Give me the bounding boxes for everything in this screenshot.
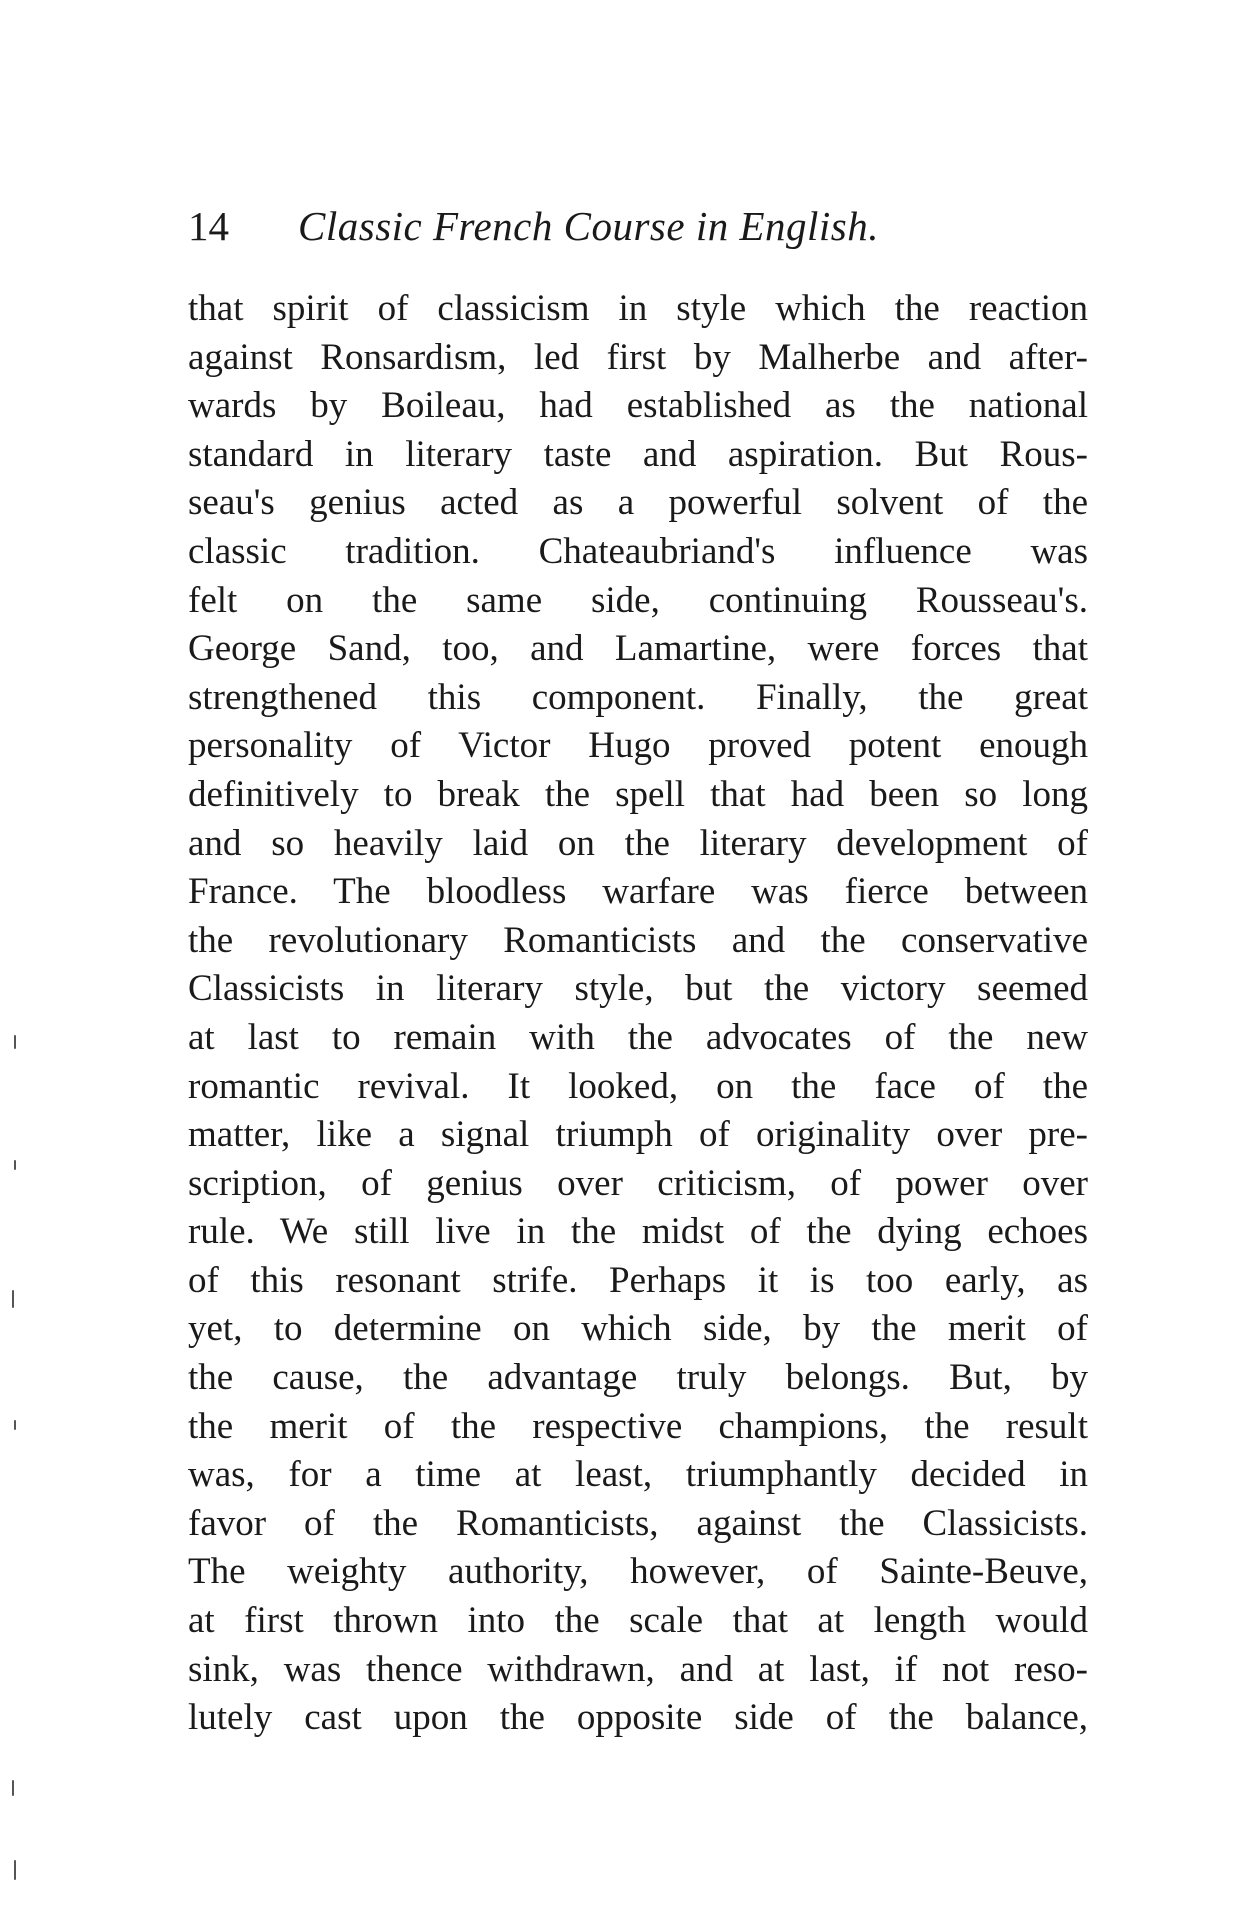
scan-speck — [12, 1290, 14, 1308]
text-line: Classicists in literary style, but the victory seemed — [188, 968, 1088, 1010]
page-number: 14 — [188, 203, 229, 249]
text-line: France. The bloodless warfare was fierce between — [188, 871, 1088, 913]
text-line: against Ronsardism, led first by Malherbe and after- — [188, 336, 1088, 378]
text-line: seau's genius acted as a powerful solvent of the — [188, 482, 1088, 524]
text-line: scription, of genius over criticism, of power over — [188, 1162, 1088, 1204]
scan-speck — [14, 1160, 16, 1170]
text-line: rule. We still live in the midst of the dying echoes — [188, 1211, 1088, 1253]
text-line: the merit of the respective champions, the result — [188, 1405, 1088, 1447]
text-line: the revolutionary Romanticists and the conservative — [188, 919, 1088, 961]
text-line: The weighty authority, however, of Sainte-Beuve, — [188, 1551, 1088, 1593]
scan-speck — [14, 1420, 16, 1430]
text-line: lutely cast upon the opposite side of the balance, — [188, 1697, 1088, 1739]
text-line: classic tradition. Chateaubriand's influence was — [188, 530, 1088, 572]
text-line: standard in literary taste and aspiration. But Rous- — [188, 433, 1088, 475]
running-title: Classic French Course in English. — [298, 203, 879, 249]
text-line: felt on the same side, continuing Rousseau's. — [188, 579, 1088, 621]
text-line: favor of the Romanticists, against the Classicists. — [188, 1502, 1088, 1544]
text-line: yet, to determine on which side, by the merit of — [188, 1308, 1088, 1350]
running-head — [188, 196, 1088, 256]
text-line: the cause, the advantage truly belongs. But, by — [188, 1357, 1088, 1399]
text-line: and so heavily laid on the literary development of — [188, 822, 1088, 864]
scan-speck — [14, 1860, 16, 1880]
text-line: sink, was thence withdrawn, and at last, if not reso- — [188, 1648, 1088, 1690]
text-line: wards by Boileau, had established as the national — [188, 385, 1088, 427]
text-line: was, for a time at least, triumphantly decided in — [188, 1454, 1088, 1496]
text-line: that spirit of classicism in style which the reaction — [188, 288, 1088, 329]
text-line: matter, like a signal triumph of originality over pre- — [188, 1114, 1088, 1156]
text-line: of this resonant strife. Perhaps it is too early, as — [188, 1259, 1088, 1301]
text-line: personality of Victor Hugo proved potent enough — [188, 725, 1088, 767]
text-line: at first thrown into the scale that at length would — [188, 1600, 1088, 1642]
text-line: romantic revival. It looked, on the face of the — [188, 1065, 1088, 1107]
body-text — [188, 285, 1088, 1743]
text-line: George Sand, too, and Lamartine, were forces that — [188, 628, 1088, 670]
text-line: at last to remain with the advocates of the new — [188, 1016, 1088, 1058]
text-line: strengthened this component. Finally, the great — [188, 676, 1088, 718]
text-line: definitively to break the spell that had been so long — [188, 773, 1088, 815]
scan-speck — [14, 1035, 16, 1049]
scan-speck — [12, 1780, 14, 1796]
